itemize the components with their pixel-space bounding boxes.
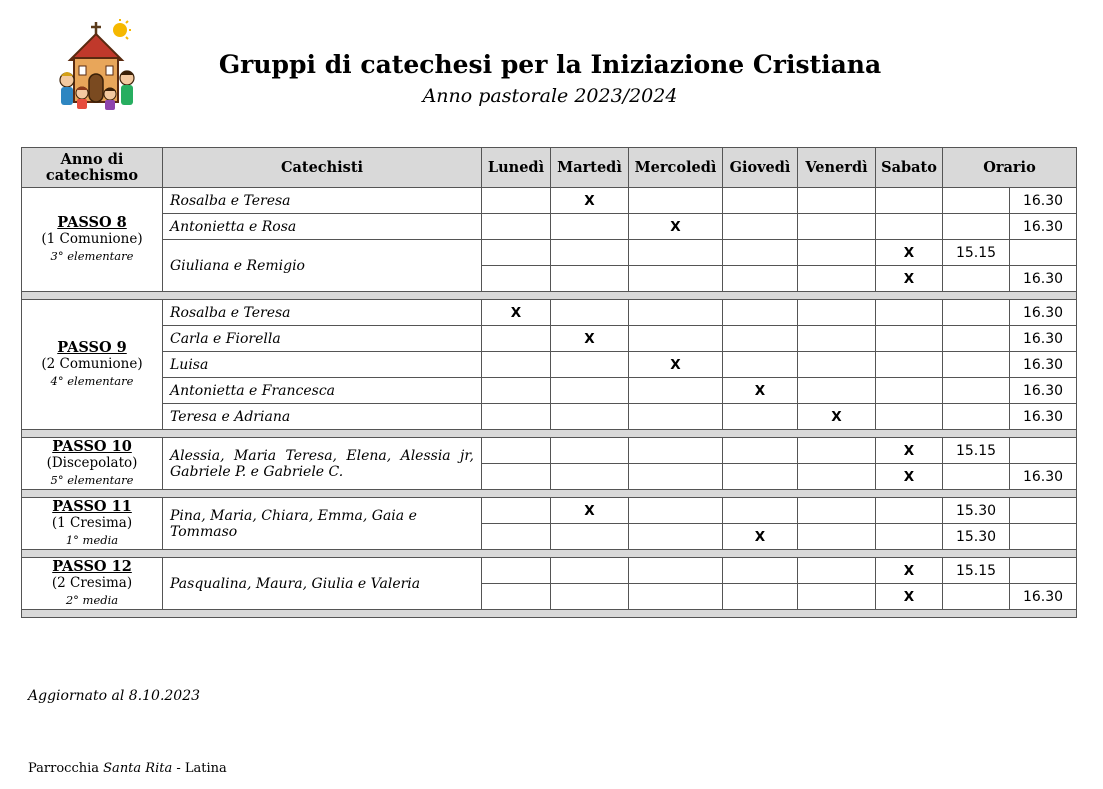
group-passo: PASSO 9 bbox=[57, 339, 127, 356]
day-mark: X bbox=[629, 352, 723, 378]
catechisti-cell: Rosalba e Teresa bbox=[163, 300, 482, 326]
time-cell: 16.30 bbox=[1010, 326, 1077, 352]
group-sacramento: (2 Cresima) bbox=[51, 575, 133, 591]
group-sacramento: (Discepolato) bbox=[46, 455, 138, 471]
day-mark: X bbox=[723, 524, 798, 550]
day-mark: X bbox=[551, 326, 629, 352]
catechisti-cell: Rosalba e Teresa bbox=[163, 188, 482, 214]
group-sacramento: (1 Comunione) bbox=[41, 231, 143, 247]
group-classe: 3° elementare bbox=[50, 249, 134, 263]
catechisti-cell: Pasqualina, Maura, Giulia e Valeria bbox=[163, 558, 482, 610]
group-classe: 1° media bbox=[65, 533, 119, 547]
group-passo: PASSO 11 bbox=[52, 498, 132, 515]
day-mark: X bbox=[876, 240, 943, 266]
group-separator bbox=[22, 550, 1077, 558]
day-mark: X bbox=[723, 378, 798, 404]
footer-prefix: Parrocchia bbox=[28, 761, 104, 776]
group-separator bbox=[22, 430, 1077, 438]
updated-note: Aggiornato al 8.10.2023 bbox=[28, 688, 201, 704]
day-mark: X bbox=[551, 498, 629, 524]
table-row bbox=[22, 214, 1077, 240]
time-cell: 16.30 bbox=[1010, 404, 1077, 430]
catechisti-cell: Giuliana e Remigio bbox=[163, 240, 482, 292]
time-cell: 16.30 bbox=[1010, 266, 1077, 292]
header-martedi: Martedì bbox=[551, 148, 629, 188]
group-separator bbox=[22, 490, 1077, 498]
table-row bbox=[22, 326, 1077, 352]
group-classe: 2° media bbox=[65, 593, 119, 607]
time-cell: 16.30 bbox=[1010, 378, 1077, 404]
header-sabato: Sabato bbox=[876, 148, 943, 188]
time-cell: 15.15 bbox=[943, 240, 1010, 266]
table-row bbox=[22, 404, 1077, 430]
time-cell: 16.30 bbox=[1010, 214, 1077, 240]
day-mark: X bbox=[876, 584, 943, 610]
group-cell bbox=[22, 438, 163, 490]
footer-suffix: - Latina bbox=[172, 761, 227, 776]
schedule-table bbox=[21, 147, 1077, 618]
time-cell: 16.30 bbox=[1010, 188, 1077, 214]
header-catechisti: Catechisti bbox=[163, 148, 482, 188]
group-passo: PASSO 8 bbox=[57, 214, 127, 231]
day-mark: X bbox=[482, 300, 551, 326]
catechisti-cell: Teresa e Adriana bbox=[163, 404, 482, 430]
time-cell: 16.30 bbox=[1010, 584, 1077, 610]
church-children-logo-icon bbox=[58, 18, 138, 112]
group-classe: 4° elementare bbox=[50, 374, 134, 388]
time-cell: 16.30 bbox=[1010, 300, 1077, 326]
table-header-row bbox=[22, 148, 1077, 188]
group-passo: PASSO 12 bbox=[52, 558, 132, 575]
day-mark: X bbox=[551, 188, 629, 214]
catechisti-cell: Antonietta e Rosa bbox=[163, 214, 482, 240]
header-orario: Orario bbox=[943, 148, 1077, 188]
day-mark: X bbox=[876, 558, 943, 584]
day-mark: X bbox=[876, 464, 943, 490]
header-anno: Anno di catechismo bbox=[22, 148, 163, 188]
catechisti-cell: Alessia, Maria Teresa, Elena, Alessia jr, Gabriele P. e Gabriele C. bbox=[163, 438, 482, 490]
time-cell: 16.30 bbox=[1010, 464, 1077, 490]
header-venerdi: Venerdì bbox=[798, 148, 876, 188]
table-row bbox=[22, 188, 1077, 214]
catechisti-cell: Luisa bbox=[163, 352, 482, 378]
group-classe: 5° elementare bbox=[50, 473, 134, 487]
table-row bbox=[22, 498, 1077, 524]
day-mark: X bbox=[876, 266, 943, 292]
day-mark: X bbox=[629, 214, 723, 240]
document-subtitle: Anno pastorale 2023/2024 bbox=[422, 85, 678, 107]
table-row bbox=[22, 240, 1077, 266]
group-sacramento: (2 Comunione) bbox=[41, 356, 143, 372]
day-mark: X bbox=[798, 404, 876, 430]
header-lunedi: Lunedì bbox=[482, 148, 551, 188]
table-row bbox=[22, 558, 1077, 584]
table-row bbox=[22, 300, 1077, 326]
time-cell: 16.30 bbox=[1010, 352, 1077, 378]
catechisti-cell: Pina, Maria, Chiara, Emma, Gaia e Tommaso bbox=[163, 498, 482, 550]
day-mark: X bbox=[876, 438, 943, 464]
header-mercoledi: Mercoledì bbox=[629, 148, 723, 188]
group-separator bbox=[22, 610, 1077, 618]
time-cell: 15.15 bbox=[943, 558, 1010, 584]
group-cell bbox=[22, 558, 163, 610]
catechisti-cell: Carla e Fiorella bbox=[163, 326, 482, 352]
time-cell: 15.15 bbox=[943, 438, 1010, 464]
footer-parish-name: Santa Rita bbox=[103, 761, 173, 776]
group-separator bbox=[22, 292, 1077, 300]
footer-parish bbox=[28, 761, 227, 776]
table-row bbox=[22, 378, 1077, 404]
group-passo: PASSO 10 bbox=[52, 438, 132, 455]
time-cell: 15.30 bbox=[943, 498, 1010, 524]
group-cell bbox=[22, 188, 163, 292]
time-cell: 15.30 bbox=[943, 524, 1010, 550]
group-cell bbox=[22, 498, 163, 550]
table-row bbox=[22, 438, 1077, 464]
document-title: Gruppi di catechesi per la Iniziazione Cristiana bbox=[218, 50, 882, 79]
catechisti-cell: Antonietta e Francesca bbox=[163, 378, 482, 404]
group-sacramento: (1 Cresima) bbox=[51, 515, 133, 531]
header-giovedi: Giovedì bbox=[723, 148, 798, 188]
table-row bbox=[22, 352, 1077, 378]
group-cell bbox=[22, 300, 163, 430]
